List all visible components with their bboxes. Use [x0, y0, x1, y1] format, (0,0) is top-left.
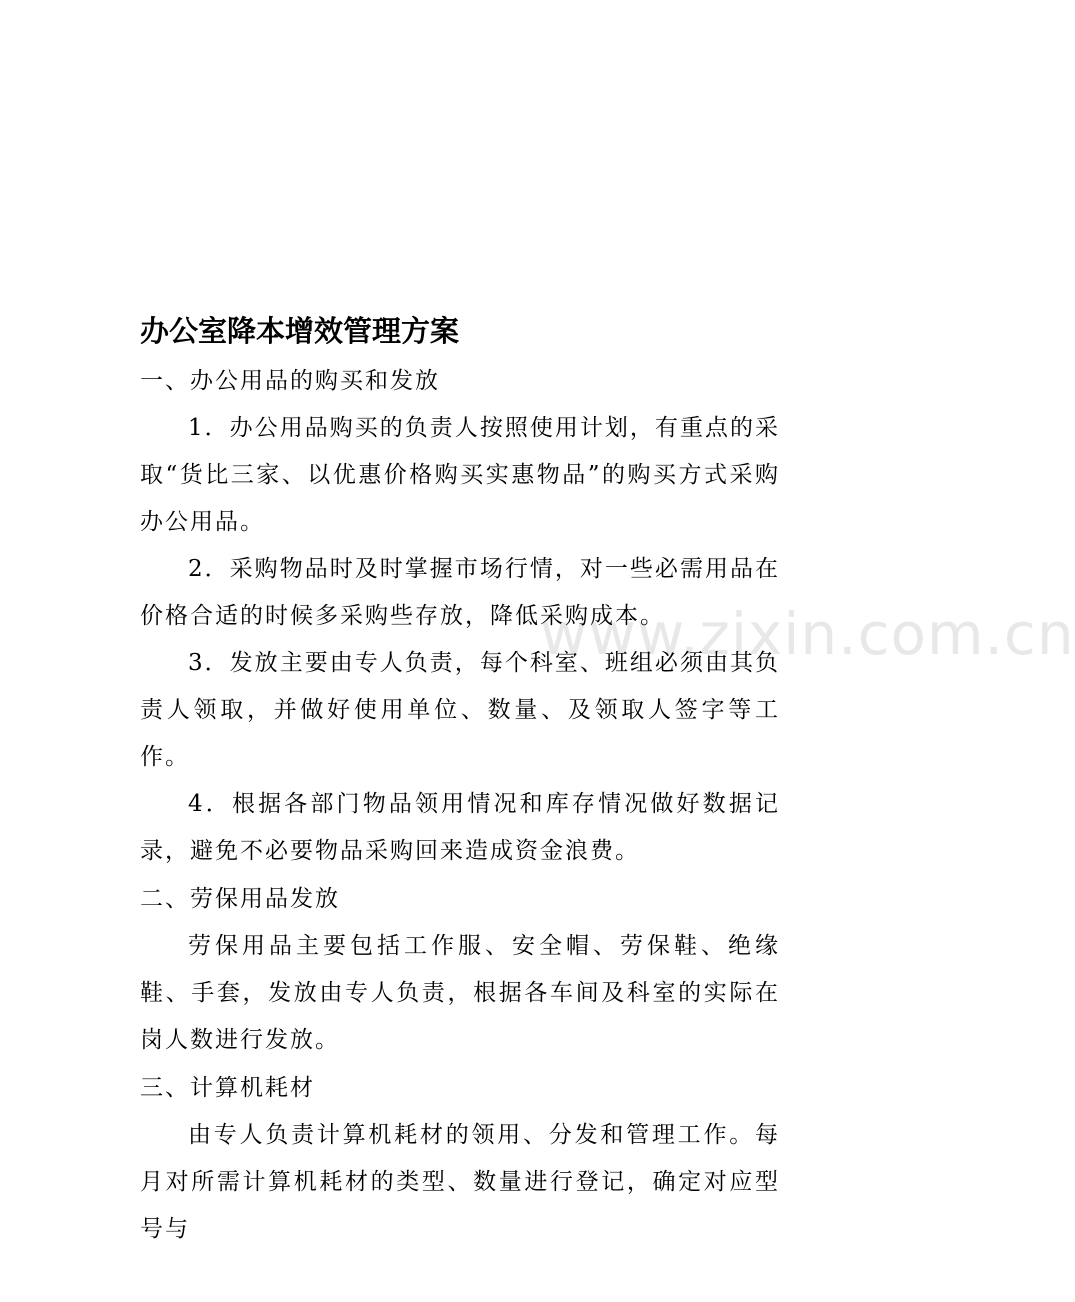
paragraph-1-2: 2．采购物品时及时掌握市场行情，对一些必需用品在价格合适的时候多采购些存放，降低采购成本。 — [140, 556, 780, 629]
document-title: 办公室降本增效管理方案 — [140, 314, 460, 348]
paragraph-2-1: 劳保用品主要包括工作服、安全帽、劳保鞋、绝缘鞋、手套，发放由专人负责，根据各车间及科室的实际在岗人数进行发放。 — [140, 933, 780, 1053]
section-heading-2: 二、劳保用品发放 — [140, 886, 340, 912]
paragraph-3-1: 由专人负责计算机耗材的领用、分发和管理工作。每月对所需计算机耗材的类型、数量进行登记，确定对应型号与 — [140, 1122, 780, 1242]
paragraph-1-4: 4．根据各部门物品领用情况和库存情况做好数据记录，避免不必要物品采购回来造成资金浪费。 — [140, 791, 780, 864]
watermark: www.zixin.com.cn — [540, 600, 1075, 668]
document-body — [140, 305, 780, 1253]
paragraph-1-3: 3．发放主要由专人负责，每个科室、班组必须由其负责人领取，并做好使用单位、数量、及领取人签字等工作。 — [140, 650, 780, 770]
section-heading-1: 一、办公用品的购买和发放 — [140, 368, 440, 394]
section-heading-3: 三、计算机耗材 — [140, 1075, 315, 1101]
paragraph-1-1: 1．办公用品购买的负责人按照使用计划，有重点的采取“货比三家、以优惠价格购买实惠物品”的购买方式采购办公用品。 — [140, 415, 780, 535]
